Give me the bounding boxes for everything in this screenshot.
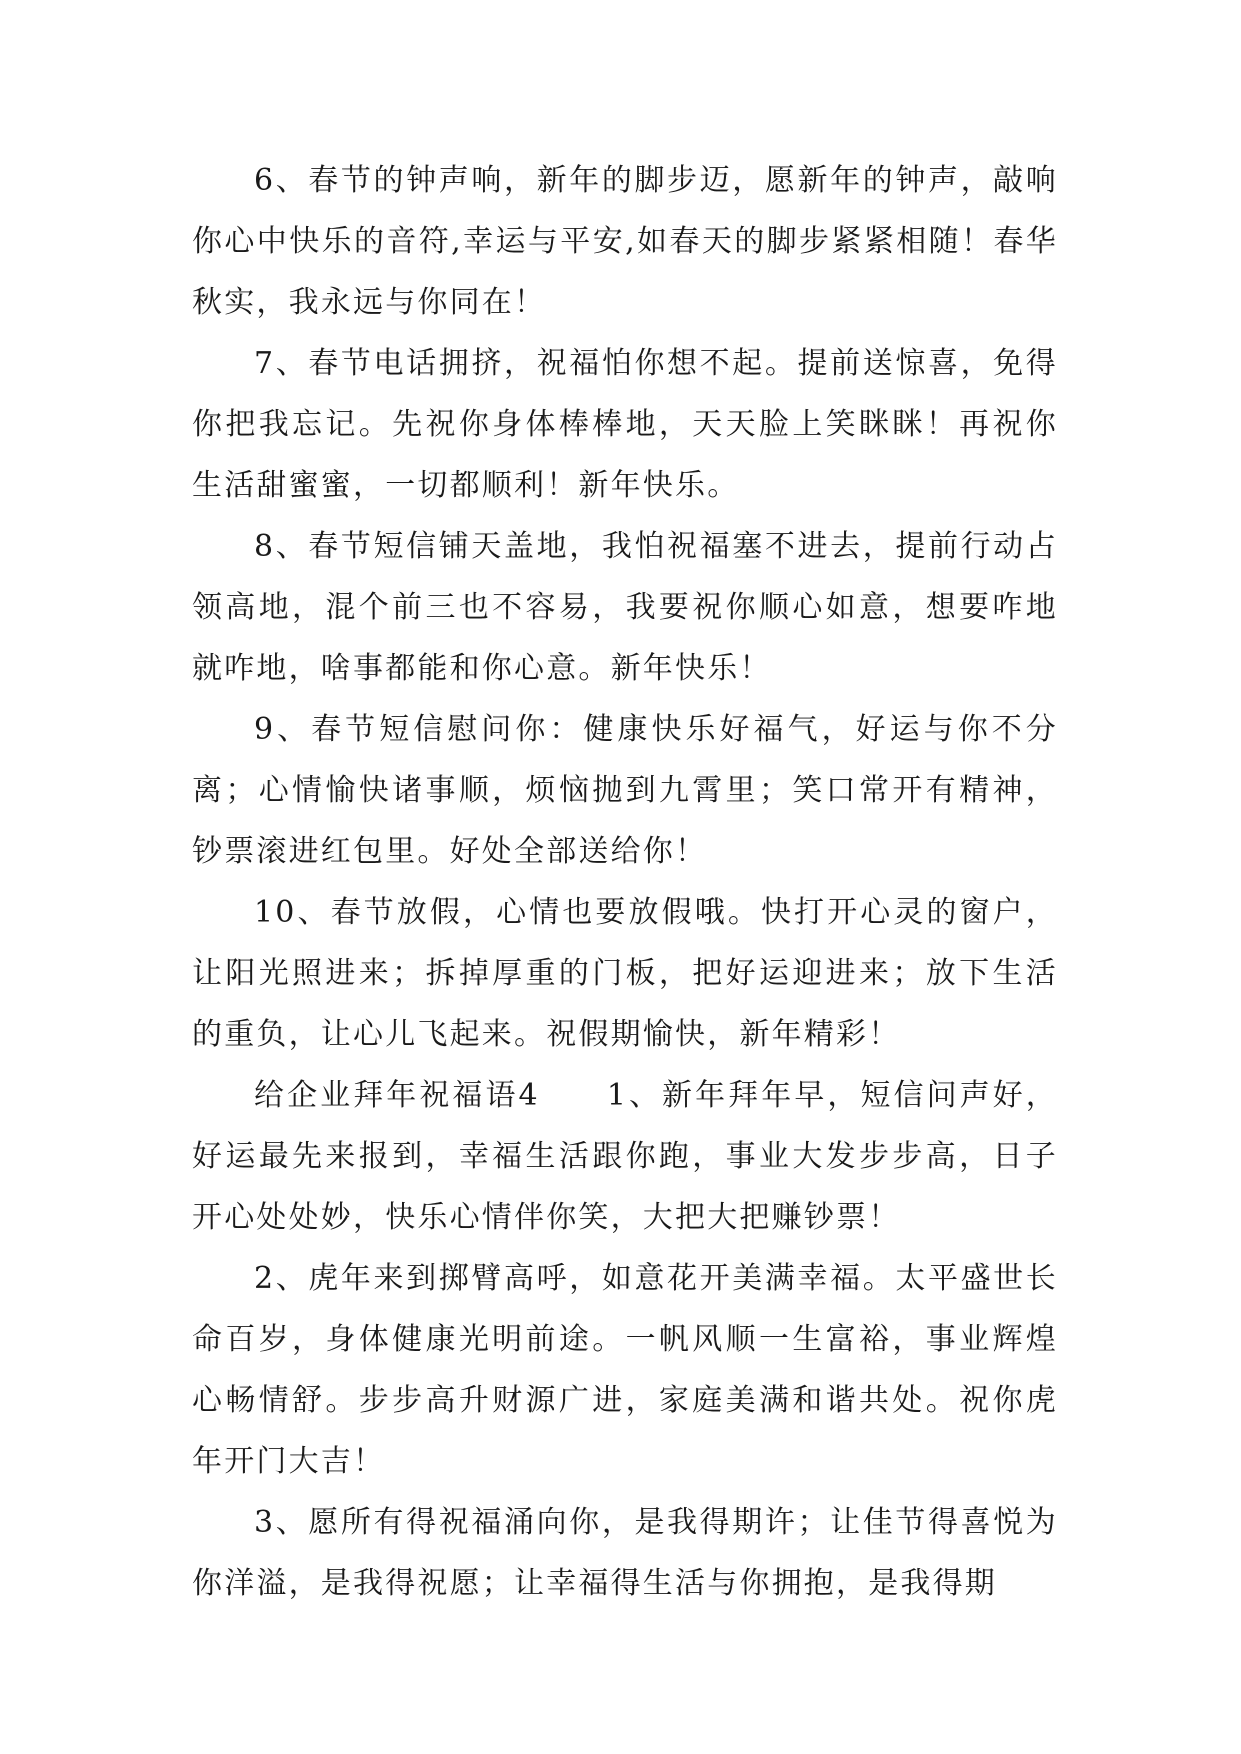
paragraph-9: 9、春节短信慰问你：健康快乐好福气，好运与你不分离；心情愉快诸事顺，烦恼抛到九霄里；笑口常开有精神，钞票滚进红包里。好处全部送给你！ [192, 712, 1058, 869]
section-heading-paragraph-1: 给企业拜年祝福语4 1、新年拜年早，短信问声好，好运最先来报到，幸福生活跟你跑，事业大发步步高，日子开心处处妙，快乐心情伴你笑，大把大把赚钞票！ [192, 1078, 1058, 1235]
document-page [192, 150, 1058, 1614]
paragraph-3: 3、愿所有得祝福涌向你，是我得期许；让佳节得喜悦为你洋溢，是我得祝愿；让幸福得生活与你拥抱，是我得期 [192, 1505, 1058, 1601]
paragraph-6: 6、春节的钟声响，新年的脚步迈，愿新年的钟声，敲响你心中快乐的音符,幸运与平安,如春天的脚步紧紧相随！春华秋实，我永远与你同在！ [192, 163, 1058, 320]
paragraph-8: 8、春节短信铺天盖地，我怕祝福塞不进去，提前行动占领高地，混个前三也不容易，我要祝你顺心如意，想要咋地就咋地，啥事都能和你心意。新年快乐！ [192, 529, 1058, 686]
paragraph-10: 10、春节放假，心情也要放假哦。快打开心灵的窗户，让阳光照进来；拆掉厚重的门板，把好运迎进来；放下生活的重负，让心儿飞起来。祝假期愉快，新年精彩！ [192, 895, 1058, 1052]
paragraph-7: 7、春节电话拥挤，祝福怕你想不起。提前送惊喜，免得你把我忘记。先祝你身体棒棒地，天天脸上笑眯眯！再祝你生活甜蜜蜜，一切都顺利！新年快乐。 [192, 346, 1058, 503]
paragraph-2: 2、虎年来到掷臂高呼，如意花开美满幸福。太平盛世长命百岁，身体健康光明前途。一帆风顺一生富裕，事业辉煌心畅情舒。步步高升财源广进，家庭美满和谐共处。祝你虎年开门大吉！ [192, 1261, 1058, 1479]
